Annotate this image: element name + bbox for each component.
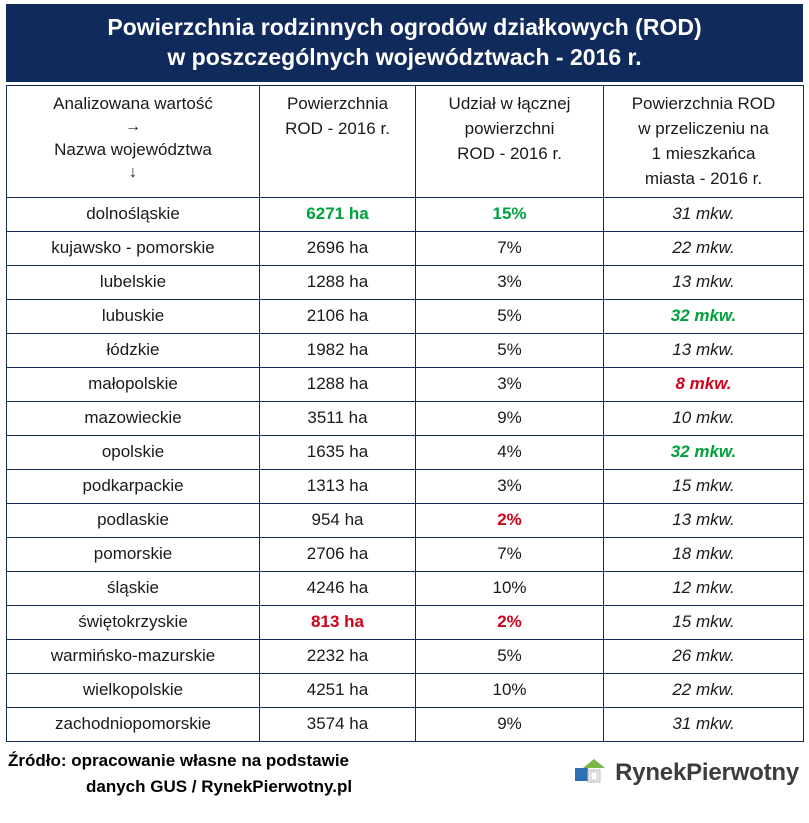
cell-region-name: mazowieckie <box>7 402 260 436</box>
cell-per-capita: 22 mkw. <box>604 232 804 266</box>
table-row <box>7 300 804 334</box>
cell-area: 1288 ha <box>260 266 416 300</box>
column-header-share-line-1: Udział w łącznej <box>448 94 571 113</box>
table-row <box>7 470 804 504</box>
cell-share: 3% <box>416 368 604 402</box>
source-note-line-1: Źródło: opracowanie własne na podstawie <box>8 751 350 770</box>
column-header-share-line-2: powierzchni <box>464 119 555 138</box>
column-header-per-capita <box>604 86 804 198</box>
table-header-row <box>7 86 804 198</box>
table-header <box>7 86 804 198</box>
column-header-per-capita-line-4: miasta - 2016 r. <box>644 169 763 188</box>
cell-region-name: zachodniopomorskie <box>7 708 260 742</box>
cell-share: 7% <box>416 538 604 572</box>
cell-share: 10% <box>416 674 604 708</box>
column-header-region-line-1: Analizowana wartość <box>53 94 213 113</box>
cell-region-name: łódzkie <box>7 334 260 368</box>
table-row <box>7 606 804 640</box>
cell-region-name: podlaskie <box>7 504 260 538</box>
page-title <box>6 4 803 82</box>
cell-region-name: podkarpackie <box>7 470 260 504</box>
table-row <box>7 232 804 266</box>
cell-share: 5% <box>416 640 604 674</box>
cell-per-capita: 32 mkw. <box>604 300 804 334</box>
cell-region-name: lubelskie <box>7 266 260 300</box>
cell-per-capita: 10 mkw. <box>604 402 804 436</box>
cell-per-capita: 13 mkw. <box>604 334 804 368</box>
cell-area: 3574 ha <box>260 708 416 742</box>
column-header-region <box>7 86 260 198</box>
page-title-line-2: w poszczególnych województwach - 2016 r. <box>167 44 642 70</box>
cell-share: 3% <box>416 266 604 300</box>
table-body <box>7 198 804 742</box>
cell-share: 2% <box>416 606 604 640</box>
cell-area: 813 ha <box>260 606 416 640</box>
table-row <box>7 368 804 402</box>
footer <box>6 748 803 808</box>
column-header-per-capita-line-3: 1 mieszkańca <box>651 144 756 163</box>
cell-region-name: kujawsko - pomorskie <box>7 232 260 266</box>
cell-area: 2696 ha <box>260 232 416 266</box>
house-logo-icon <box>574 756 608 790</box>
cell-region-name: warmińsko-mazurskie <box>7 640 260 674</box>
cell-share: 7% <box>416 232 604 266</box>
table-row <box>7 572 804 606</box>
cell-area: 1313 ha <box>260 470 416 504</box>
table-row <box>7 504 804 538</box>
cell-share: 5% <box>416 334 604 368</box>
table-row <box>7 708 804 742</box>
cell-share: 5% <box>416 300 604 334</box>
table-row <box>7 266 804 300</box>
column-header-area-line-2: ROD - 2016 r. <box>285 119 390 138</box>
cell-per-capita: 12 mkw. <box>604 572 804 606</box>
table-row <box>7 674 804 708</box>
column-header-area-line-1: Powierzchnia <box>286 94 389 113</box>
cell-area: 3511 ha <box>260 402 416 436</box>
column-header-area <box>260 86 416 198</box>
cell-share: 9% <box>416 708 604 742</box>
cell-area: 1288 ha <box>260 368 416 402</box>
cell-per-capita: 15 mkw. <box>604 606 804 640</box>
cell-region-name: dolnośląskie <box>7 198 260 232</box>
cell-share: 4% <box>416 436 604 470</box>
column-header-per-capita-line-2: w przeliczeniu na <box>638 119 769 138</box>
cell-region-name: śląskie <box>7 572 260 606</box>
table-row <box>7 436 804 470</box>
cell-share: 3% <box>416 470 604 504</box>
cell-per-capita: 22 mkw. <box>604 674 804 708</box>
cell-region-name: opolskie <box>7 436 260 470</box>
column-header-share-line-3: ROD - 2016 r. <box>457 144 562 163</box>
cell-share: 10% <box>416 572 604 606</box>
cell-area: 4251 ha <box>260 674 416 708</box>
cell-per-capita: 31 mkw. <box>604 708 804 742</box>
cell-region-name: pomorskie <box>7 538 260 572</box>
column-header-share <box>416 86 604 198</box>
infographic-table <box>0 4 809 823</box>
cell-region-name: świętokrzyskie <box>7 606 260 640</box>
cell-per-capita: 8 mkw. <box>604 368 804 402</box>
cell-per-capita: 13 mkw. <box>604 266 804 300</box>
cell-per-capita: 32 mkw. <box>604 436 804 470</box>
data-table <box>6 85 804 742</box>
cell-area: 2706 ha <box>260 538 416 572</box>
cell-per-capita: 31 mkw. <box>604 198 804 232</box>
arrow-down-icon: ↓ <box>129 164 137 181</box>
cell-area: 2232 ha <box>260 640 416 674</box>
table-row <box>7 402 804 436</box>
cell-area: 1635 ha <box>260 436 416 470</box>
brand-logo-group[interactable] <box>574 756 799 790</box>
source-note-line-2: danych GUS / RynekPierwotny.pl <box>86 777 353 796</box>
column-header-per-capita-line-1: Powierzchnia ROD <box>631 94 776 113</box>
cell-region-name: lubuskie <box>7 300 260 334</box>
cell-area: 1982 ha <box>260 334 416 368</box>
cell-area: 4246 ha <box>260 572 416 606</box>
cell-per-capita: 18 mkw. <box>604 538 804 572</box>
cell-per-capita: 13 mkw. <box>604 504 804 538</box>
cell-region-name: wielkopolskie <box>7 674 260 708</box>
cell-area: 954 ha <box>260 504 416 538</box>
cell-share: 2% <box>416 504 604 538</box>
cell-area: 6271 ha <box>260 198 416 232</box>
cell-share: 15% <box>416 198 604 232</box>
table-row <box>7 334 804 368</box>
table-row <box>7 198 804 232</box>
cell-area: 2106 ha <box>260 300 416 334</box>
cell-per-capita: 15 mkw. <box>604 470 804 504</box>
brand-name: RynekPierwotny <box>615 759 799 786</box>
column-header-region-line-2: Nazwa województwa <box>54 140 212 159</box>
table-row <box>7 538 804 572</box>
cell-region-name: małopolskie <box>7 368 260 402</box>
arrow-right-icon: → <box>125 118 141 135</box>
page-title-line-1: Powierzchnia rodzinnych ogrodów działkowych (ROD) <box>107 14 702 40</box>
cell-per-capita: 26 mkw. <box>604 640 804 674</box>
table-row <box>7 640 804 674</box>
cell-share: 9% <box>416 402 604 436</box>
